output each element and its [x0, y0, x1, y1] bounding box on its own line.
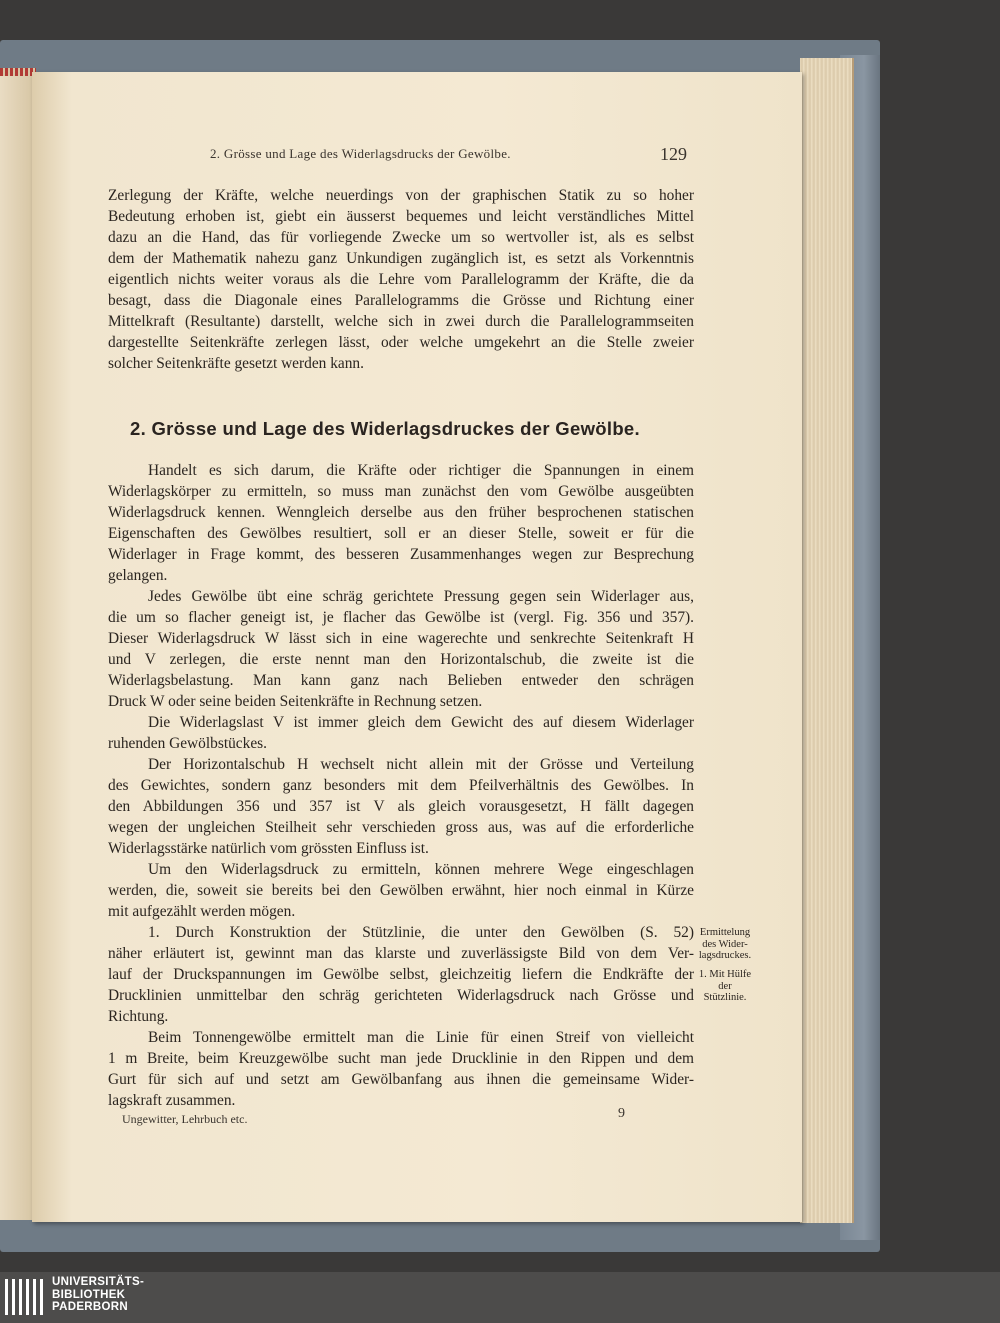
page-number: 129	[660, 144, 687, 164]
library-name	[52, 1276, 144, 1314]
body-line: Druck W oder seine beiden Seitenkräfte in Rechnung setzen.	[108, 693, 483, 710]
body-line: werden, die, soweit sie bereits bei den Gewölben erwähnt, hier noch einmal in Kürze	[108, 882, 694, 899]
body-line: und V zerlegen, die erste nennt man den Horizontalschub, die zweite ist die	[108, 651, 694, 668]
body-line: gelangen.	[108, 567, 168, 584]
body-line: Die Widerlagslast V ist immer gleich dem Gewicht des auf diesem Widerlager	[148, 714, 694, 731]
body-line: Widerlager in Frage kommt, des besseren Zusammenhanges wegen zur Besprechung	[108, 546, 694, 563]
margin-note-line: der	[718, 980, 732, 992]
library-logo-icon	[3, 1275, 47, 1319]
library-bar	[0, 1272, 1000, 1323]
body-line: wegen der ungleichen Steilheit sehr verschieden gross aus, was auf die erforderliche	[108, 819, 694, 836]
body-line: des Gewichtes, sondern ganz besonders mit dem Pfeilverhältnis des Gewölbes. In	[108, 777, 694, 794]
footer-author: Ungewitter, Lehrbuch etc.	[122, 1112, 248, 1126]
body-line: Widerlagskörper zu ermitteln, so muss man zunächst den vom Gewölbe ausgeübten	[108, 483, 694, 500]
page-stack-edge	[800, 58, 854, 1223]
body-line: Mittelkraft (Resultante) darstellt, welche sich in zwei durch die Parallelogrammseiten	[108, 313, 694, 330]
body-line: eigentlich nichts weiter voraus als die Lehre vom Parallelogramm der Kräfte, die da	[108, 271, 694, 288]
body-line: Dieser Widerlagsdruck W lässt sich in eine wagerechte und senkrechte Seitenkraft H	[108, 630, 694, 647]
body-line: Jedes Gewölbe übt eine schräg gerichtete Pressung gegen sein Widerlager aus,	[148, 588, 694, 605]
margin-note-line: Stützlinie.	[703, 992, 747, 1003]
body-line: mit aufgezählt werden mögen.	[108, 903, 296, 920]
left-page-edge	[0, 70, 32, 1220]
body-line: Drucklinien unmittelbar den schräg gerichteten Widerlagsdruck nach Grösse und	[108, 987, 694, 1004]
body-line: besagt, dass die Diagonale eines Parallelogramms die Grösse und Richtung einer	[108, 292, 694, 309]
margin-note	[690, 927, 760, 962]
red-page-edge	[0, 68, 36, 76]
body-line: Zerlegung der Kräfte, welche neuerdings von der graphischen Statik zu so hoher	[108, 187, 694, 204]
footer-signature: 9	[618, 1106, 625, 1121]
body-line: 1 m Breite, beim Kreuzgewölbe sucht man jede Drucklinie in den Rippen und dem	[108, 1050, 694, 1067]
body-line: solcher Seitenkräfte gesetzt werden kann.	[108, 355, 364, 372]
body-line: dem der Mathematik nahezu ganz Unkundigen zugänglich ist, es setzt als Vorkenntnis	[108, 250, 694, 267]
body-line: Eigenschaften des Gewölbes resultiert, soll er an dieser Stelle, soweit er für die	[108, 525, 694, 542]
library-name-line: PADERBORN	[52, 1301, 128, 1313]
body-line: 1. Durch Konstruktion der Stützlinie, die unter den Gewölben (S. 52)	[148, 924, 694, 941]
body-line: Um den Widerlagsdruck zu ermitteln, können mehrere Wege eingeschlagen	[148, 861, 694, 878]
body-line: Bedeutung erhoben ist, giebt ein äusserst bequemes und leicht verständliches Mittel	[108, 208, 694, 225]
library-name-line: UNIVERSITÄTS-	[52, 1276, 145, 1288]
body-line: lagskraft zusammen.	[108, 1092, 236, 1109]
body-line: dazu an die Hand, das für vorliegende Zwecke um so wertvoller ist, als es selbst	[108, 229, 694, 246]
body-line: ruhenden Gewölbstückes.	[108, 735, 267, 752]
running-head: 2. Grösse und Lage des Widerlagsdrucks der Gewölbe.	[210, 146, 511, 161]
margin-note	[690, 969, 760, 1004]
body-line: lauf der Druckspannungen im Gewölbe selbst, gleichzeitig liefern die Endkräfte der	[108, 966, 694, 983]
body-line: dargestellte Seitenkräfte zerlegen lässt, oder welche umgekehrt an die Stelle zweier	[108, 334, 694, 351]
margin-note-line: 1. Mit Hülfe	[698, 969, 752, 980]
body-line: Widerlagsstärke natürlich vom grössten Einfluss ist.	[108, 840, 429, 857]
body-line: den Abbildungen 356 und 357 ist V als gleich vorausgesetzt, H fällt dagegen	[108, 798, 694, 815]
margin-note-line: Ermittelung	[699, 927, 751, 938]
library-name-line: BIBLIOTHEK	[52, 1288, 126, 1301]
body-line: die um so flacher geneigt ist, je flacher das Gewölbe ist (vergl. Fig. 356 und 357).	[108, 609, 694, 626]
margin-note-line: des Wider-	[702, 938, 748, 950]
body-line: Der Horizontalschub H wechselt nicht allein mit der Grösse und Verteilung	[148, 756, 694, 773]
body-line: näher erläutert ist, gewinnt man das klarste und zuverlässigste Bild von dem Ver-	[108, 945, 694, 962]
body-line: Handelt es sich darum, die Kräfte oder richtiger die Spannungen in einem	[148, 462, 694, 479]
body-line: Richtung.	[108, 1008, 169, 1025]
body-line: Beim Tonnengewölbe ermittelt man die Linie für einen Streif von vielleicht	[148, 1029, 694, 1046]
body-line: Widerlagsdruck kennen. Wenngleich derselbe aus den früher besprochenen statischen	[108, 504, 694, 521]
body-line: Widerlagsbelastung. Man kann ganz nach Belieben entweder den schrägen	[108, 672, 694, 689]
margin-note-line: lagsdruckes.	[698, 950, 752, 961]
section-heading: 2. Grösse und Lage des Widerlagsdruckes der Gewölbe.	[130, 418, 640, 439]
body-line: Gurt für sich auf und setzt am Gewölbanfang aus ihnen die gemeinsame Wider-	[108, 1071, 694, 1088]
